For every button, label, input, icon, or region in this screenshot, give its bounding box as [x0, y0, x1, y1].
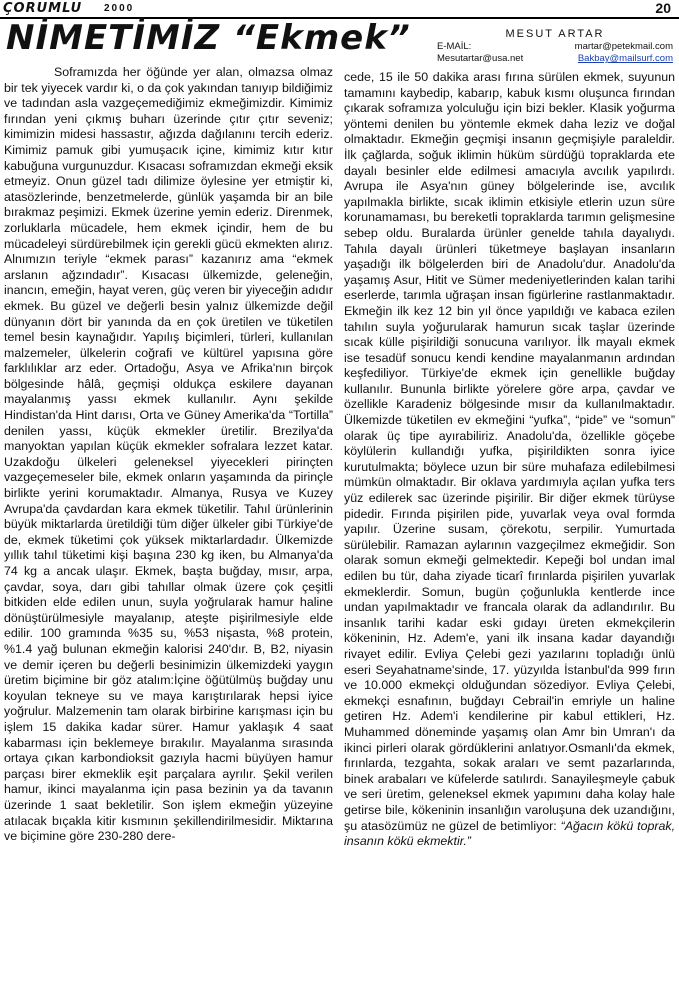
email-row-2 — [437, 53, 673, 65]
article-body-1: Soframızda her öğünde yer alan, olmazsa olmaz bir tek yiyecek vardır ki, o da çok yakından tanıyıp bildiğimiz ve tadından asla vazgeçemediğimiz ekmeğimizdir. Kimimiz fırından yeni çıkmış buharı üzerinde çıtır çıtır seveniz; kimimizin midesi hassastır, ağızda dağılanını tercih ederiz. Kimimiz pamuk gibi yumuşacık içine, kimimiz kıtır kıtır kabuğuna vurgunuzdur. Kısacası soframızdan ekmeği eksik etmeyiz. Onun güzel tadı dilimize öylesine yer etmiştir ki, atasözlerinde, benzetmelerde, günlük yaşamda bir an bile bırakmaz peşimizi. Ekmek üzerine yemin ederiz. Direnmek, zorluklarla mücadele, hem ekmek içindir, hem de bu mücadeleyi sürdürebilmek için gerekli gücü ekmekten alırız. Alnımızın teriyle “ekmek parası” kazanırız ama “ekmek arslanın ağzındadır”. Kısacası ülkemizde, geleneğin, inancın, emeğin, hayat veren, güç veren bir yiyeceğin adıdır ekmek. Bu güzel ve değerli besin yalnız ülkemizde değil dünyanın dört bir yanında da en çok üretilen ve tüketilen temel besin kaynağıdır. Yapılış biçimleri, türleri, kullanılan malzemeler, ülkelerin coğrafi ve kültürel yapısına göre farklılıklar arz eder. Ortadoğu, Asya ve Afrika'nın birçok bölgesinde hâlâ, geçmişi oldukça eskilere dayanan mayalanmış yassı ekmek kullanılır. Aynı şekilde Hindistan'da Hint darısı, Orta ve Güney Amerika'da “Tortilla” denilen yassı, küçük ekmekler üretilir. Brezilya'da manyoktan yapılan küçük ekmekler sofralara lezzet katar. Uzakdoğu ülkeleri geleneksel yiyecekleri pirinçten vazgeçemeseler bile, ekmek onların yaşamında da pirinçle birlikte yerini korumaktadır. Almanya, Rusya ve Kuzey Avrupa'da çavdardan kara ekmek tüketilir. Tahıl ürünlerinin büyük miktarlarda üretildiği tüm diğer ülkeler gibi Türkiye'de de, ekmek tüketimi çok yüksek miktarlardadır. Ülkemizde yıllık tahıl tüketimi kişi başına 230 kg iken, bu Almanya'da 74 kg a ancak ulaşır. Ekmek, başta buğday, mısır, arpa, çavdar, soya, darı gibi tahıllar olmak üzere çok çeşitli bitkiden elde edilen unun, suyla yoğrularak hamur haline dönüştürülmesiyle mayalanıp, ateşte pişirilmesiyle elde edilir. 100 gramında %35 su, %53 nişasta, %8 protein, %1.4 yağ bulunan ekmeğin kalorisi 240'dır. B, B2, niyasin ve demir içeren bu değerli besinimizin ülkemizdeki yaygın üretim biçimine bir göz atalım:İçine öğütülmüş buğday unu koyulan tekneye su ve maya karıştırılarak hepsi iyice yoğrulur. Malzemenin tam olarak birbirine karışması için bu işlem 15 dakika kadar sürer. Hamur yaklaşık 4 saat kabarması için beklemeye bırakılır. Mayalanma sırasında ortaya çıkan karbondioksit gazıyla hacmi büyüyen hamur parçası birer ekmeklik eşit parçalara ayrılır. Şekil verilen hamur, ikinci mayalanma için pasa bezinin ya da tavanın üzerinde 1 saat bekletilir. Son işlem ekmeğin yüzeyine atılacak bıçakla kitir kısmının şekillendirilmesidir. Miktarına ve biçimine göre 230-280 dere- — [4, 65, 333, 844]
closing-quote: “Ağacın kökü toprak, insanın kökü ekmektir.” — [344, 818, 675, 849]
article-body-2-text: cede, 15 ile 50 dakika arası fırına sürülen ekmek, suyunun tamamını kaybedip, kabarıp, kabuk kısmı oluşunca fırından çıkarak soframıza yolculuğu için bizi bekler. Klasik yoğurma yöntemi denilen bu yöntemle ekmek daha leziz ve doğal olmaktadır. Ekmeğin geçmişi insanın geçmişiyle paraleldir. İlk çağlarda, soğuk iklimin hüküm sürdüğü topraklarda ete dayalı besinler elde edilmesi amacıyla avcılık yapılırdı. Avrupa ile Asya'nın güney bölgelerinde ise, avcılık yapılmakla birlikte, sıcak iklimin etkisiyle etlerin uzun süre korunamaması, bu bereketli topraklarda tarımın gelişmesine sebep oldu. Buralarda ürünler genelde tahıla dayalıydı. Tahıla dayalı ürünleri tüketmeye başlayan insanların yaşadığı ilk bölgelerden biri de Anadolu'dur. Anadolu'da yaşamış Asur, Hitit ve Sümer medeniyetlerinden kalan tarihi eserlerde, tarımla uğraşan insan figürlerine rastlanmaktadır. Ekmeğin ilk kez 12 bin yıl önce yapıldığı ve kabaca ezilen tahılın suyla yoğurularak hamurun sıcak taşlar üzerinde sıcak külle pişirildiği sonucuna varılıyor. İlk mayalı ekmek ise tesadüf sonucu kendi kendine mayalanmanın ardından keşfediliyor. Türkiye'de ekmek için genellikle buğday kullanılır. Bununla birlikte yörelere göre arpa, çavdar ve özellikle Karadeniz bölgesinde mısır da kullanılmaktadır. Ülkemizde tüketilen ev ekmeğini “yufka”, “pide” ve “somun” olarak üç tipe ayırabiliriz. Anadolu'da, özellikle göçebe köylülerin kullandığı yufka, pişirildikten sonra iyice kurutulmakta; böylece uzun bir süre muhafaza edilebilmesi mümkün olmaktadır. Bir oklava yardımıyla açılan yufka ters yüz edilerek sac üzerinde pişirilir. Bir diğer ekmek türüyse pidedir. Fırında pişirilen pide, yuvarlak veya oval formda yapılır. Üzerine susam, çörekotu, serpilir. Yumurtada sürülebilir. Ramazan aylarının vazgeçilmez ekmeğidir. Son olarak somun ekmeği gelmektedir. Kepeği bol undan imal edilen bu tür, daha ziyade ticarî fırınlarda pişirilen yuvarlak ekmeklerdir. Somun, bugün çoğunlukla kentlerde ince undan yapılmaktadır ve francala olarak da adlandırılır. Bu insanlık tarihi kadar eski gıdayı üreten ekmekçilerin kökeninin, Hz. Adem'e, yani ilk insana kadar dayandığı rivayet edilir. Evliya Çelebi gezi yazılarını topladığı ünlü eseri Seyahatname'sinde, 17. yüzyılda İstanbul'da 999 fırın ve 10.000 ekmekçi olduğundan sözediyor. Evliya Çelebi, ekmekçi esnafının, buğdayı Cebrail'in emriyle un haline getiren Hz. Adem'i kendilerine pir kabul ettikleri, Hz. Muhammed döneminde yaşamış olan Amr bin Umran'ı da ikinci pirleri olarak gördüklerini anlatıyor.Osmanlı'da ekmek, fırınlarda, tezgahta, sokak araları ve semt pazarlarında, binek arabaları ve küfelerde satılırdı. Sanayileşmeyle çabuk ve seri üretim, geleneksel ekmek yapımını daha kolay hale getirse bile, kökeninin insanlığın varoluşuna dek uzandığını, şu atasözümüz ne güzel de betimliyor: — [344, 70, 675, 833]
page-number: 20 — [655, 0, 671, 16]
email-link-3[interactable]: Bakbay@mailsurf.com — [577, 53, 673, 64]
publication-year: 2000 — [104, 3, 135, 14]
article-column-2 — [344, 70, 675, 991]
author-byline — [437, 28, 673, 65]
article-body-2 — [344, 70, 675, 850]
article-column-1 — [4, 65, 333, 991]
author-name: MESUT ARTAR — [505, 28, 605, 40]
page-header — [0, 0, 679, 18]
email-link-2[interactable]: Mesutartar@usa.net — [437, 53, 524, 64]
email-label: E-MAİL: — [437, 41, 472, 52]
email-row — [437, 41, 673, 53]
publication-logo: ÇORUMLU — [3, 1, 83, 16]
email-link-1[interactable]: martar@petekmail.com — [574, 41, 673, 52]
article-title: NİMETİMİZ “Ekmek” — [6, 18, 411, 58]
